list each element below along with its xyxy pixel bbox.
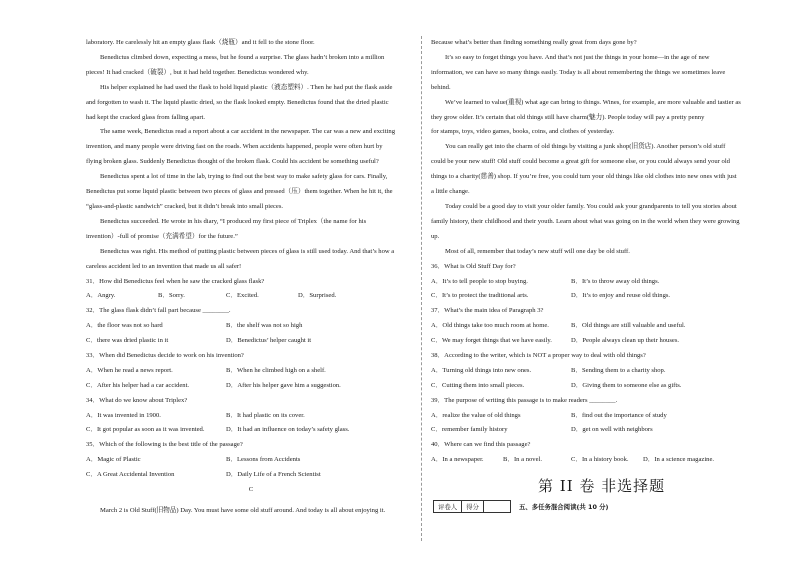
question-39: 39．The purpose of writing this passage is to make readers ________.	[431, 396, 618, 404]
passage-line: “glass-and-plastic sandwich” cracked, but it didn’t break into small pieces.	[86, 202, 284, 210]
options-32	[86, 334, 416, 349]
options-40	[431, 453, 764, 468]
option-a: A．Turning old things into new ones.	[431, 366, 532, 374]
question-37: 37．What’s the main idea of Paragraph 3?	[431, 307, 544, 315]
passage-line: Benedictus spent a lot of time in the lab, trying to find out the best way to make safety glass for cars. Finally,	[100, 173, 388, 181]
question-40: 40．Where can we find this passage?	[431, 441, 531, 449]
option-b: B．It’s to throw away old things.	[571, 277, 660, 285]
options-39	[431, 409, 764, 424]
options-35	[86, 468, 416, 483]
passage-line: laboratory. He carelessly hit an empty glass flask（烧瓶）and it fell to the stone floor.	[86, 39, 315, 46]
passage-line: had kept the cracked glass from falling apart.	[86, 113, 206, 121]
passage-label: C	[248, 486, 254, 494]
column-divider	[421, 36, 422, 541]
option-b: B．Old things are still valuable and useful.	[571, 322, 686, 330]
passage-line: behind.	[431, 83, 451, 91]
section-title: 第 II 卷 非选择题	[538, 477, 666, 495]
option-a: A．realize the value of old things	[431, 411, 521, 419]
passage-line: a little change.	[431, 188, 470, 196]
option-b: B．Sending them to a charity shop.	[571, 366, 666, 374]
passage-line: The same week, Benedictus read a report about a car accident in the newspaper. The car was a new and exciting	[100, 128, 396, 136]
option-a: A．It was invented in 1900.	[86, 411, 161, 419]
options-31	[86, 289, 416, 304]
options-38	[431, 364, 764, 379]
option-b: B．In a novel.	[503, 456, 543, 464]
score-blank	[483, 501, 510, 513]
option-a: A．When he read a news report.	[86, 366, 173, 374]
options-32	[86, 319, 416, 334]
option-c: C．A Great Accidental Invention	[86, 471, 175, 479]
question-35: 35．Which of the following is the best title of the passage?	[86, 441, 243, 449]
options-33	[86, 379, 416, 394]
passage-line: information, we can have so many things easily. Today is all about remembering the things we sometimes leave	[431, 68, 726, 76]
option-d: D．In a science magazine.	[643, 456, 715, 464]
option-a: A．In a newspaper.	[431, 456, 484, 464]
question-38: 38．According to the writer, which is NOT a proper way to deal with old things?	[431, 351, 646, 359]
option-d: D．It’s to enjoy and reuse old things.	[571, 292, 671, 300]
option-c: C．remember family history	[431, 426, 508, 434]
options-37	[431, 319, 764, 334]
option-c: C．there was dried plastic in it	[86, 337, 169, 345]
option-b: B．When he climbed high on a shelf.	[226, 366, 326, 374]
option-d: D．Giving them to someone else as gifts.	[571, 381, 682, 389]
option-b: B．the shelf was not so high	[226, 322, 303, 330]
score-box	[433, 500, 511, 513]
option-d: D．It had an influence on today’s safety glass.	[226, 426, 350, 434]
grader-label: 评卷人	[434, 501, 462, 513]
passage-line: could be your new stuff! Old stuff could become a great gift for someone else, or you could always send your old	[431, 158, 730, 166]
passage-line: invention, and many people were driving fast on the roads. When accidents happened, people were often hurt by	[86, 143, 383, 151]
option-a: A．It’s to tell people to stop buying.	[431, 277, 528, 285]
option-c: C．Excited.	[226, 292, 259, 300]
option-c: C．After his helper had a car accident.	[86, 381, 190, 389]
passage-line: Today could be a good day to visit your older family. You could ask your grandparents to tell you stories about	[445, 202, 737, 210]
option-d: D．Benedictus’ helper caught it	[226, 337, 312, 345]
options-35	[86, 453, 416, 468]
option-b: B．find out the importance of study	[571, 411, 667, 419]
option-d: D．get on well with neighbors	[571, 426, 653, 434]
option-c: C．Cutting them into small pieces.	[431, 381, 525, 389]
passage-line: Benedictus was right. His method of putting plastic between pieces of glass is still used today. And that’s how a	[100, 247, 395, 255]
option-a: A．the floor was not so hard	[86, 322, 163, 330]
option-b: B．It had plastic on its cover.	[226, 411, 305, 419]
passage-line: Benedictus succeeded. He wrote in his diary, “I produced my first piece of Triplex（the name for his	[100, 217, 367, 225]
options-36	[431, 275, 764, 290]
passage-line: You can really get into the charm of old things by visiting a junk shop(旧货店). Another person’s old stuff	[445, 143, 726, 151]
passage-line: and forgotten to wash it. The liquid plastic dried, so the flask looked empty. Benedictus found that the dried plastic	[86, 98, 389, 106]
question-33: 33．When did Benedictus decide to work on his invention?	[86, 351, 244, 359]
score-section	[433, 500, 608, 513]
option-b: B．Sorry.	[158, 292, 185, 300]
passage-line: things to a charity(慈善) shop. If you’re free, you could turn your old things like old clothes into new ones with just	[431, 173, 737, 181]
question-34: 34．What do we know about Triplex?	[86, 396, 188, 404]
left-column	[86, 36, 416, 519]
passage-line: family history, their childhood and their youth. Learn about what was going on in the world when they were growing	[431, 217, 740, 225]
options-36	[431, 289, 764, 304]
question-32: 32．The glass flask didn’t fall part because ________.	[86, 307, 231, 315]
option-c: C．We may forget things that we have easily.	[431, 337, 552, 345]
passage-line: Because what’s better than finding something really great from days gone by?	[431, 39, 637, 46]
option-c: C．In a history book.	[571, 456, 629, 464]
options-38	[431, 379, 764, 394]
option-d: D．Daily Life of a French Scientist	[226, 471, 321, 479]
passage-line: invention）-full of promise（充满希望）for the future.”	[86, 232, 238, 240]
option-d: D．Surprised.	[298, 292, 337, 300]
passage-line: It’s so easy to forget things you have. And that’s not just the things in your home—in the age of new	[445, 53, 710, 61]
option-b: B．Lessons from Accidents	[226, 456, 301, 464]
passage-line: March 2 is Old Stuff(旧物品) Day. You must have some old stuff around. And today is all about enjoying it.	[100, 506, 386, 514]
passage-line: flying broken glass. Suddenly Benedictus thought of the broken flask. Could his accident be something useful?	[86, 158, 379, 166]
passage-line: Most of all, remember that today’s new stuff will one day be old stuff.	[445, 247, 630, 255]
option-d: D．People always clean up their houses.	[571, 337, 680, 345]
option-c: C．It’s to protect the traditional arts.	[431, 292, 529, 300]
passage-line: His helper explained he had used the flask to hold liquid plastic（液态塑料）. Then he had put the flask aside	[100, 83, 393, 91]
options-34	[86, 423, 416, 438]
options-33	[86, 364, 416, 379]
passage-line: Benedictus put some liquid plastic between two pieces of glass and pressed（压）them together. When he hit it, the	[86, 188, 393, 196]
passage-line: they grow older. It’s certain that old things still have charm(魅力). People today will pay a pretty penny	[431, 113, 705, 121]
option-a: A．Magic of Plastic	[86, 456, 141, 464]
passage-line: Benedictus climbed down, expecting a mess, but he found a surprise. The glass hadn’t broken into a million	[100, 53, 385, 61]
question-36: 36．What is Old Stuff Day for?	[431, 262, 516, 270]
options-39	[431, 423, 764, 438]
section-5-heading: 五、多任务混合阅读(共 10 分)	[518, 503, 609, 511]
option-a: A．Angry.	[86, 292, 116, 300]
right-column	[431, 36, 764, 468]
passage-line: careless accident led to an invention that made us all safer!	[86, 262, 242, 270]
question-31: 31．How did Benedictus feel when he saw the cracked glass flask?	[86, 277, 265, 285]
option-c: C．It got popular as soon as it was invented.	[86, 426, 205, 434]
passage-line: for stamps, toys, video games, books, coins, and clothes of yesterday.	[431, 128, 615, 136]
options-37	[431, 334, 764, 349]
options-34	[86, 409, 416, 424]
score-label: 得分	[462, 501, 484, 513]
passage-line: up.	[431, 232, 440, 240]
passage-line: We’ve learned to value(重视) what age can bring to things. Wines, for example, are more valuable and tastier as	[445, 98, 741, 106]
passage-line: pieces! It had cracked（破裂）, but it had held together. Benedictus wondered why.	[86, 68, 309, 76]
option-d: D．After his helper gave him a suggestion.	[226, 381, 341, 389]
option-a: A．Old things take too much room at home.	[431, 322, 549, 330]
